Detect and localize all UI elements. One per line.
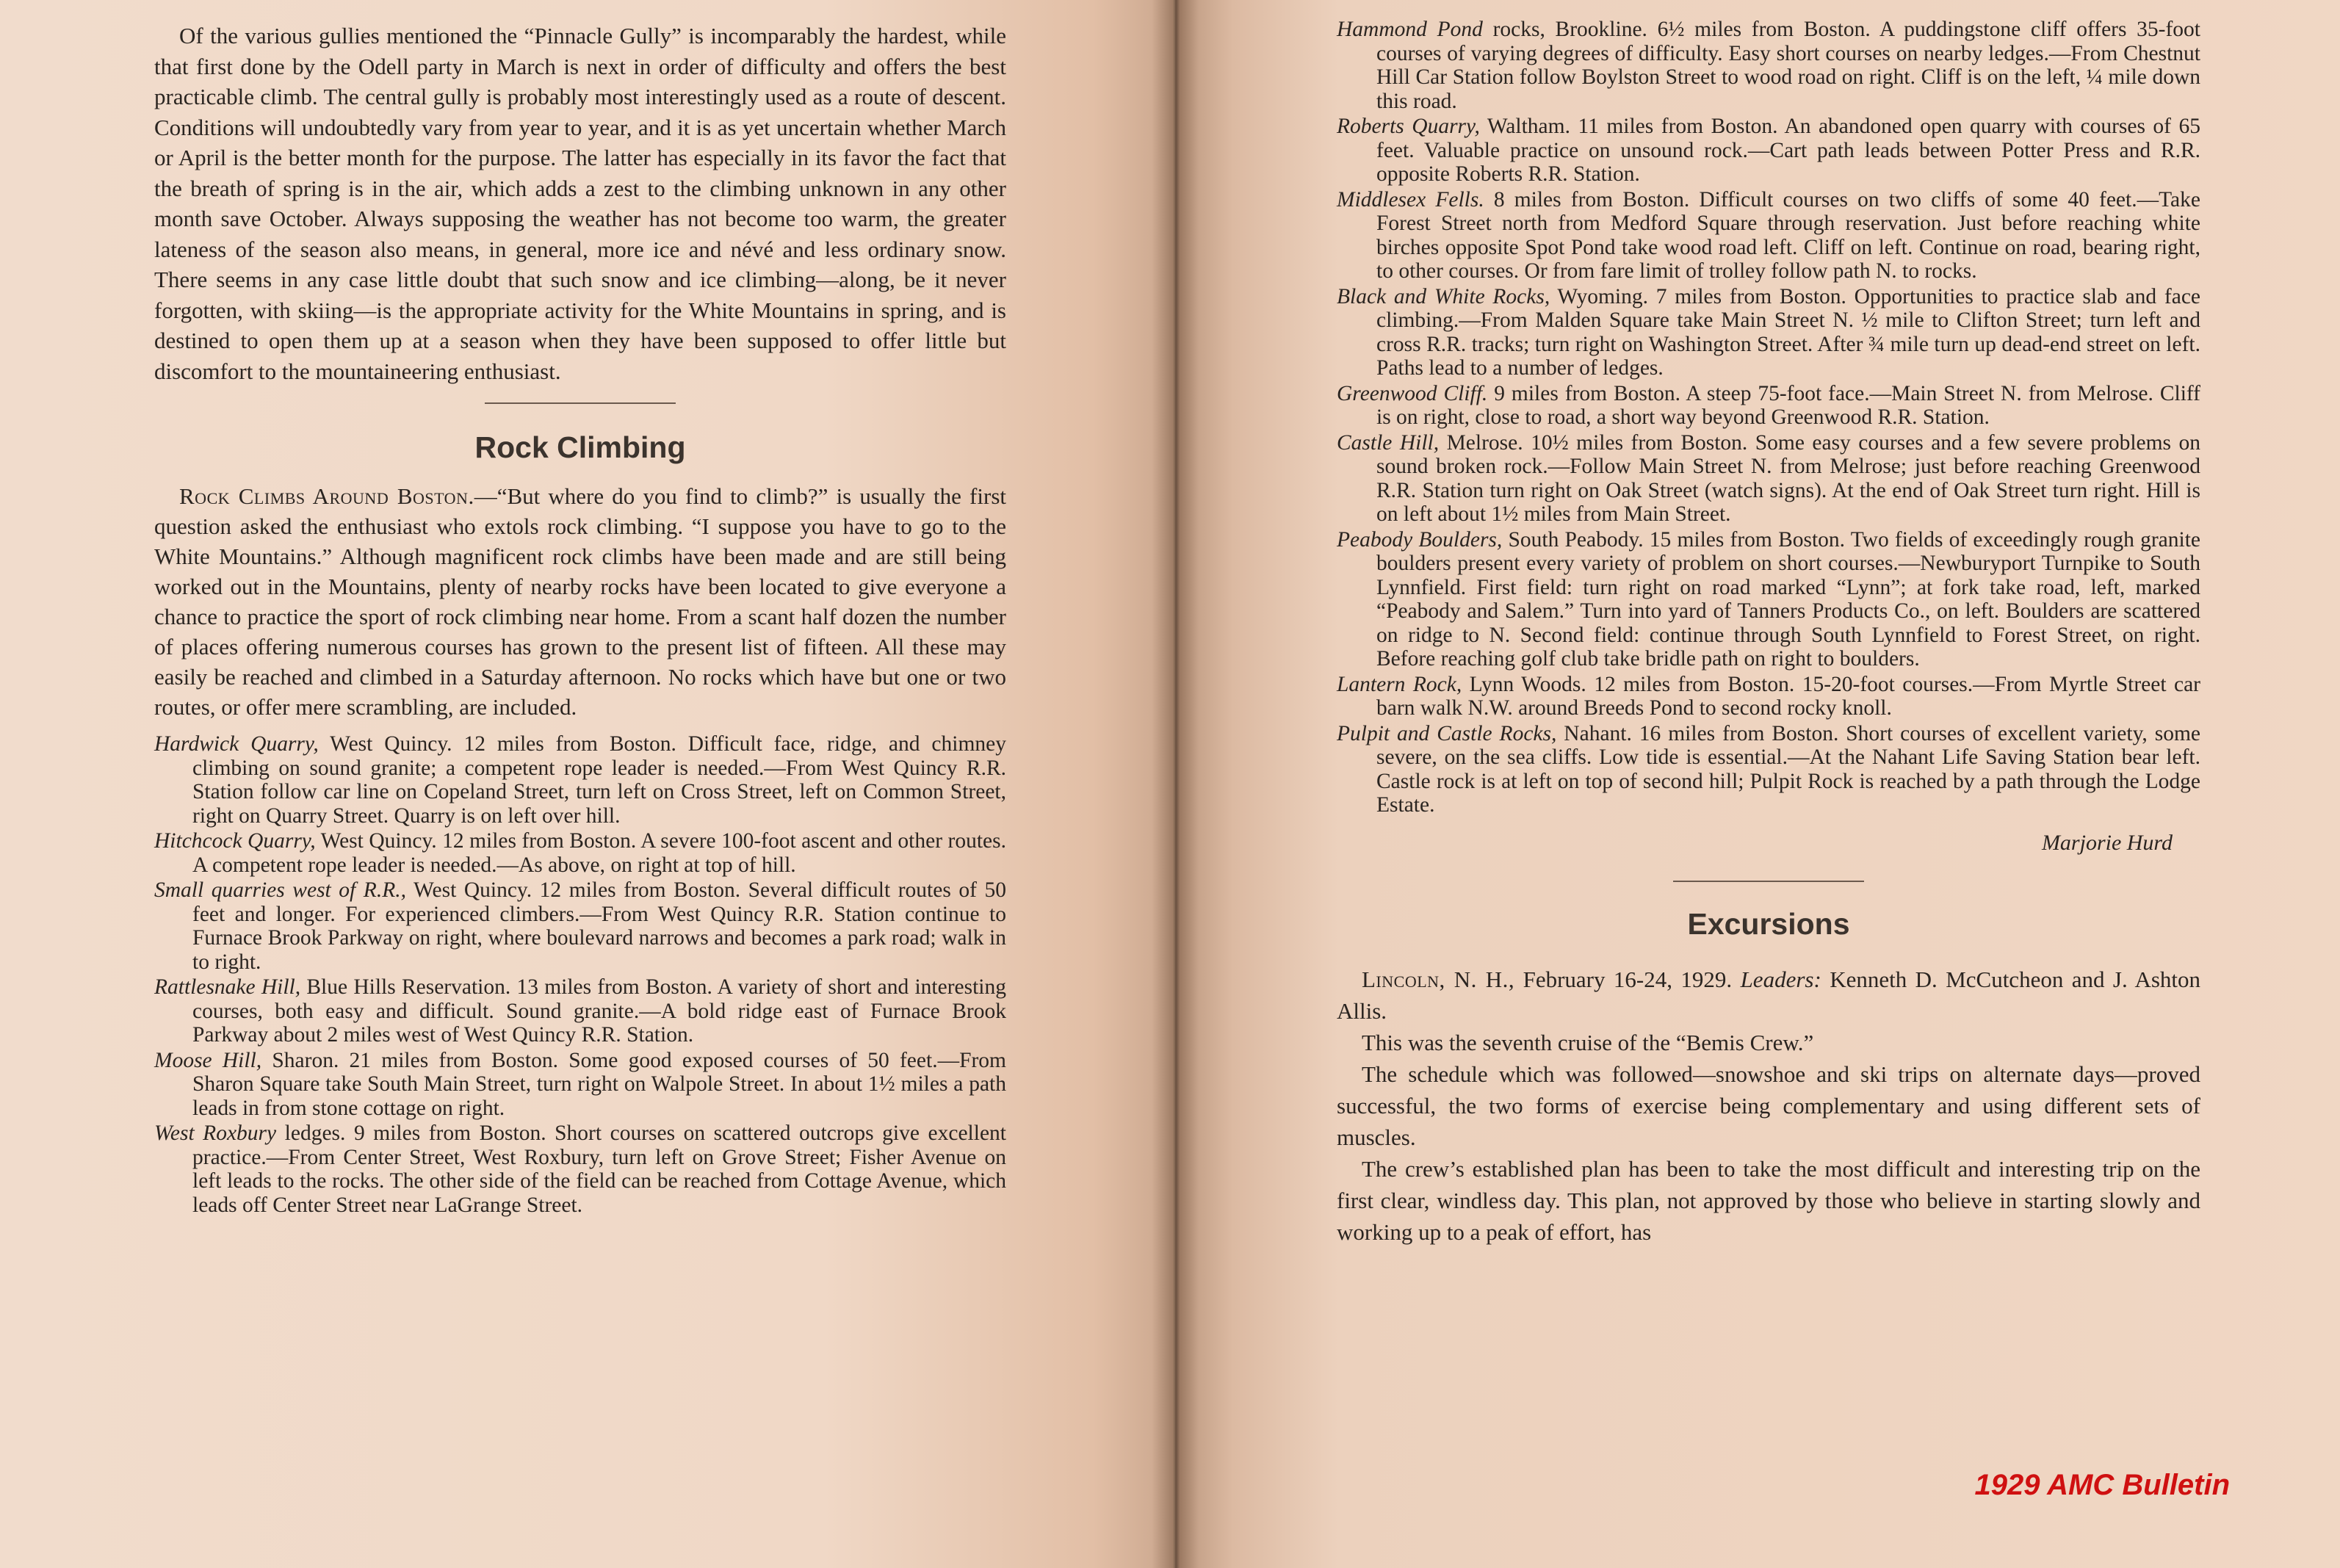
climb-entry: [1337, 528, 2200, 671]
climb-name: Middlesex Fells.: [1337, 187, 1484, 212]
climb-name: Lantern Rock,: [1337, 672, 1462, 696]
source-caption: 1929 AMC Bulletin: [1974, 1469, 2230, 1501]
climb-entry: [1337, 18, 2200, 113]
intro-section: [154, 21, 1006, 386]
climb-list-right: [1337, 18, 2200, 817]
excursion-location: Lincoln, N. H.,: [1362, 966, 1515, 992]
climb-name: Hammond Pond: [1337, 18, 1483, 41]
climb-name: Hardwick Quarry,: [154, 732, 319, 756]
excursion-date: February 16-24, 1929.: [1514, 966, 1741, 992]
climb-description: ledges. 9 miles from Boston. Short courses on scattered outcrops give excellent practice.—From Center Street, West Roxbury, turn left on Grove Street; Fisher Avenue on left leads to the rocks. The other side of the field can be reached from Cottage Avenue, which leads off Center Street near LaGrange Street.: [192, 1121, 1006, 1217]
climb-name: Rattlesnake Hill,: [154, 975, 301, 999]
climb-description: Wyoming. 7 miles from Boston. Opportunities to practice slab and face climbing.—From Malden Square take Main Street N. ½ mile to Clifton Street; turn left and cross R.R. tracks; turn right on Washington Street. After ¾ mile turn up dead-end street on left. Paths lead to a number of ledges.: [1376, 284, 2201, 380]
climb-name: Pulpit and Castle Rocks,: [1337, 721, 1557, 745]
climb-description: West Quincy. 12 miles from Boston. Difficult face, ridge, and chimney climbing on sound granite; a competent rope leader is needed.—From West Quincy R.R. Station follow car line on Copeland Street, turn left on Cross Street, left on Common Street, right on Quarry Street. Quarry is on left over hill.: [192, 732, 1006, 828]
climb-entry: [154, 975, 1006, 1047]
excursion-paragraph: This was the seventh cruise of the “Bemis Crew.”: [1362, 1029, 1814, 1055]
climb-name: Small quarries west of R.R.,: [154, 878, 406, 902]
climb-name: Moose Hill,: [154, 1048, 262, 1072]
climb-entry: [1337, 673, 2200, 720]
climb-description: Sharon. 21 miles from Boston. Some good exposed courses of 50 feet.—From Sharon Square take South Main Street, turn right on Walpole Street. In about 1½ miles a path leads in from stone cottage on right.: [192, 1048, 1006, 1120]
climb-entry: [154, 1049, 1006, 1121]
climb-description: Nahant. 16 miles from Boston. Short courses of excellent variety, some severe, on the sea cliffs. Low tide is essential.—At the Nahant Life Saving Station bear left. Castle rock is at left on top of second hill; Pulpit Rock is reached by a path through the Lodge Estate.: [1376, 721, 2200, 817]
climb-description: rocks, Brookline. 6½ miles from Boston. A puddingstone cliff offers 35-foot courses of varying degrees of difficulty. Easy short courses on nearby ledges.—From Chestnut Hill Car Station follow Boylston Street to wood road on right. Cliff is on the left, ¼ mile down this road.: [1376, 18, 2200, 113]
excursion-paragraph: The schedule which was followed—snowshoe and ski trips on alternate days—proved successful, the two forms of exercise being complementary and using different sets of muscles.: [1337, 1061, 2200, 1150]
lead-caps: Rock Climbs Around Boston.: [179, 483, 474, 509]
climb-description: 8 miles from Boston. Difficult courses on two cliffs of some 40 feet.—Take Forest Street north from Medford Square through reservation. Just before reaching white birches opposite Spot Pond take wood road left. Cliff on left. Continue on road, bearing right, to other courses. Or from fare limit of trolley follow path N. to rocks.: [1376, 187, 2200, 283]
climb-name: Castle Hill,: [1337, 430, 1440, 455]
climb-description: Blue Hills Reservation. 13 miles from Boston. A variety of short and interesting courses, both easy and difficult. Sound granite.—A bold ridge east of Furnace Brook Parkway about 2 miles west of West Quincy R.R. Station.: [192, 975, 1007, 1047]
climb-name: West Roxbury: [154, 1121, 277, 1145]
climb-entry: [154, 829, 1006, 877]
climb-entry: [1337, 285, 2200, 380]
section-title-rock-climbing: Rock Climbing: [474, 430, 686, 464]
climb-name: Peabody Boulders,: [1337, 527, 1503, 552]
climb-description: West Quincy. 12 miles from Boston. Several difficult routes of 50 feet and longer. For experienced climbers.—From West Quincy R.R. Station continue to Furnace Brook Parkway on right, where boulevard narrows and becomes a park road; walk in to right.: [192, 878, 1007, 974]
intro-paragraph: Of the various gullies mentioned the “Pinnacle Gully” is incomparably the hardest, while that first done by the Odell party in March is next in order of difficulty and offers the best practicable climb. The central gully is probably most interestingly used as a route of descent. Conditions will undoubtedly vary from year to year, and it is as yet uncertain whether March or April is the better month for the purpose. The latter has especially in its favor the fact that the breath of spring is in the air, which adds a zest to the climbing unknown in any other month save October. Always supposing the weather has not become too warm, the greater lateness of the season also means, in general, more ice and névé and less ordinary snow. There seems in any case little doubt that such snow and ice climbing—along, be it never forgotten, with skiing—is the appropriate activity for the White Mountains in spring, and is destined to open them up at a season when they have been supposed to offer little but discomfort to the mountaineering enthusiast.: [154, 23, 1006, 384]
climb-description: Melrose. 10½ miles from Boston. Some easy courses and a few severe problems on sound broken rock.—Follow Main Street N. from Melrose; just before reaching Greenwood R.R. Station turn right on Oak Street (watch signs). At the end of Oak Street turn right. Hill is on left about 1½ miles from Main Street.: [1376, 430, 2200, 526]
section-title-excursions: Excursions: [1687, 906, 1850, 941]
climb-entry: [1337, 115, 2200, 187]
climb-description: Lynn Woods. 12 miles from Boston. 15-20-foot courses.—From Myrtle Street car barn walk N.W. around Breeds Pond to second rocky knoll.: [1376, 672, 2200, 720]
climb-name: Greenwood Cliff.: [1337, 381, 1488, 405]
leaders-label: Leaders:: [1740, 966, 1821, 992]
lead-paragraph: [154, 481, 1006, 722]
lead-text: —“But where do you find to climb?” is usually the first question asked the enthusiast who extols rock climbing. “I suppose you have to go to the White Mountains.” Although magnificent rock climbs have been made and are still being worked out in the Mountains, plenty of nearby rocks have been located to give everyone a chance to practice the sport of rock climbing near home. From a scant half dozen the number of places offering numerous courses has grown to the present list of fifteen. All these may easily be reached and climbed in a Saturday afternoon. No rocks which have but one or two routes, or offer mere scrambling, are included.: [154, 483, 1006, 720]
climb-entry: [154, 1121, 1006, 1217]
climb-description: 9 miles from Boston. A steep 75-foot face.—Main Street N. from Melrose. Cliff is on right, close to road, a short way beyond Greenwood R.R. Station.: [1376, 381, 2201, 429]
section-divider: [1673, 881, 1864, 882]
right-page: [1175, 0, 2340, 1568]
climb-description: Waltham. 11 miles from Boston. An abandoned open quarry with courses of 65 feet. Valuable practice on unsound rock.—Cart path leads between Potter Press and R.R. opposite Roberts R.R. Station.: [1376, 115, 2200, 186]
book-gutter: [1152, 0, 1199, 1568]
climb-name: Hitchcock Quarry,: [154, 829, 316, 853]
climb-description: South Peabody. 15 miles from Boston. Two fields of exceedingly rough granite boulders present every variety of problem on short courses.—Newburyport Turnpike to South Lynnfield. First field: turn right on road marked “Lynn”; at fork take road, left, marked “Peabody and Salem.” Turn into yard of Tanners Products Co., on left. Boulders are scattered on ridge to N. Second field: continue through South Lynnfield to Forest Street, on right. Before reaching golf club take bridle path on right to boulders.: [1376, 527, 2200, 671]
excursions-section: [1337, 964, 2200, 1248]
climb-list-left: [154, 732, 1006, 1217]
section-divider: [485, 402, 676, 404]
climb-name: Black and White Rocks,: [1337, 284, 1550, 308]
climb-description: West Quincy. 12 miles from Boston. A severe 100-foot ascent and other routes. A competent rope leader is needed.—As above, on right at top of hill.: [192, 829, 1006, 877]
climb-entry: [1337, 188, 2200, 283]
climb-entry: [1337, 431, 2200, 527]
climb-entry: [1337, 722, 2200, 817]
rock-climbing-intro: [154, 481, 1006, 722]
climb-entry: [154, 878, 1006, 974]
excursion-heading-paragraph: [1337, 964, 2200, 1027]
climb-entry: [1337, 382, 2200, 430]
climb-entry: [154, 732, 1006, 828]
author-signature: Marjorie Hurd: [2041, 830, 2173, 855]
climb-name: Roberts Quarry,: [1337, 115, 1480, 138]
excursion-paragraph: The crew’s established plan has been to take the most difficult and interesting trip on the first clear, windless day. This plan, not approved by those who believe in starting slowly and working up to a peak of effort, has: [1337, 1155, 2200, 1245]
leaders-names: Kenneth D. McCutcheon and J. Ashton Allis.: [1337, 966, 2201, 1024]
